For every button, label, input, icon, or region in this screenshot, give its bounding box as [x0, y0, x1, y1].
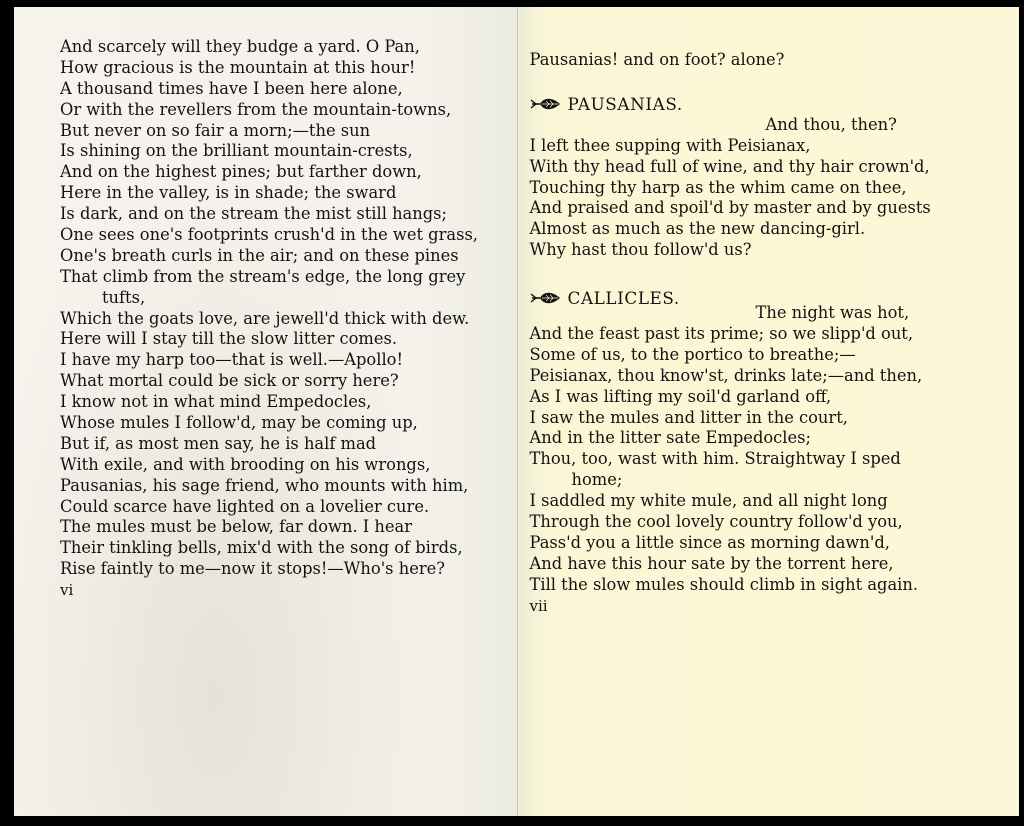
verse-line: Pausanias, his sage friend, who mounts with him,: [60, 475, 469, 495]
verse-line: I saddled my white mule, and all night long: [529, 491, 888, 511]
verse-line: And in the litter sate Empedocles;: [529, 428, 811, 448]
verse-line: Till the slow mules should climb in sight again.: [529, 574, 919, 594]
verse-line: Peisianax, thou know'st, drinks late;—and then,: [529, 365, 923, 385]
speaker-heading-pausanias: [530, 93, 931, 115]
verse-line: Is dark, and on the stream the mist still hangs;: [60, 204, 448, 224]
verse-line: Or with the revellers from the mountain-towns,: [60, 99, 452, 119]
verse-line: One sees one's footprints crush'd in the wet grass,: [60, 225, 478, 245]
verse-line: Whose mules I follow'd, may be coming up,: [60, 413, 418, 433]
verse-line: Pass'd you a little since as morning dawn'd,: [529, 532, 890, 552]
left-page-text: [60, 37, 478, 601]
page-number-left: vi: [60, 581, 74, 600]
verse-line-continued: And thou, then?: [765, 114, 897, 134]
verse-line: With exile, and with brooding on his wrongs,: [60, 454, 431, 474]
speaker-name: PAUSANIAS.: [567, 93, 683, 114]
verse-line: How gracious is the mountain at this hour!: [60, 57, 416, 77]
left-page: [14, 7, 517, 816]
verse-line: Could scarce have lighted on a lovelier cure.: [60, 496, 430, 516]
verse-line: Here will I stay till the slow litter comes.: [60, 329, 398, 349]
verse-line: Which the goats love, are jewell'd thick with dew.: [60, 308, 470, 328]
verse-line-wrap: home;: [571, 470, 623, 490]
verse-line: Through the cool lovely country follow'd you,: [529, 512, 903, 532]
page-number-right: vii: [529, 596, 548, 615]
verse-line: But if, as most men say, he is half mad: [60, 433, 377, 453]
verse-line: A thousand times have I been here alone,: [60, 78, 403, 98]
verse-line: What mortal could be sick or sorry here?: [60, 371, 399, 391]
verse-line: Here in the valley, is in shade; the sward: [60, 183, 397, 203]
verse-line: Their tinkling bells, mix'd with the song of birds,: [60, 538, 463, 558]
verse-line: I have my harp too—that is well.—Apollo!: [60, 350, 403, 370]
verse-line: Thou, too, wast with him. Straightway I sped: [529, 449, 901, 469]
verse-line: The mules must be below, far down. I hear: [60, 517, 413, 537]
stanza-gap: [530, 71, 931, 93]
verse-line-wrap: tufts,: [102, 287, 146, 307]
fleuron-icon: [530, 96, 564, 112]
verse-line: And scarcely will they budge a yard. O Pan,: [60, 37, 420, 56]
verse-line: And praised and spoil'd by master and by guests: [529, 198, 931, 218]
stanza-gap: [530, 261, 931, 287]
right-page: [518, 7, 1020, 816]
verse-line: As I was lifting my soil'd garland off,: [529, 386, 832, 406]
verse-line: And have this hour sate by the torrent here,: [529, 553, 894, 573]
verse-line: Touching thy harp as the whim came on thee,: [529, 177, 907, 197]
verse-line: I saw the mules and litter in the court,: [529, 407, 848, 427]
verse-line: One's breath curls in the air; and on these pines: [60, 245, 459, 265]
verse-line: I know not in what mind Empedocles,: [60, 392, 372, 412]
speaker-name: CALLICLES.: [567, 288, 680, 309]
right-page-text: [530, 50, 931, 616]
verse-line: Rise faintly to me—now it stops!—Who's here?: [60, 559, 445, 579]
verse-line: I left thee supping with Peisianax,: [529, 135, 811, 155]
verse-line: With thy head full of wine, and thy hair crown'd,: [529, 156, 930, 176]
verse-line: Almost as much as the new dancing-girl.: [529, 219, 866, 239]
verse-line: And on the highest pines; but farther down,: [60, 162, 422, 182]
fleuron-icon: [530, 290, 564, 306]
verse-line: That climb from the stream's edge, the long grey: [60, 266, 466, 286]
verse-line: Why hast thou follow'd us?: [529, 240, 752, 260]
book-spread: [14, 7, 1019, 816]
verse-line: And the feast past its prime; so we slipp'd out,: [529, 324, 914, 344]
verse-line: Is shining on the brilliant mountain-crests,: [60, 141, 413, 161]
verse-line: Some of us, to the portico to breathe;—: [529, 344, 856, 364]
verse-line: But never on so fair a morn;—the sun: [60, 120, 371, 140]
verse-line-continued: The night was hot,: [755, 303, 910, 323]
verse-line: Pausanias! and on foot? alone?: [529, 50, 785, 69]
